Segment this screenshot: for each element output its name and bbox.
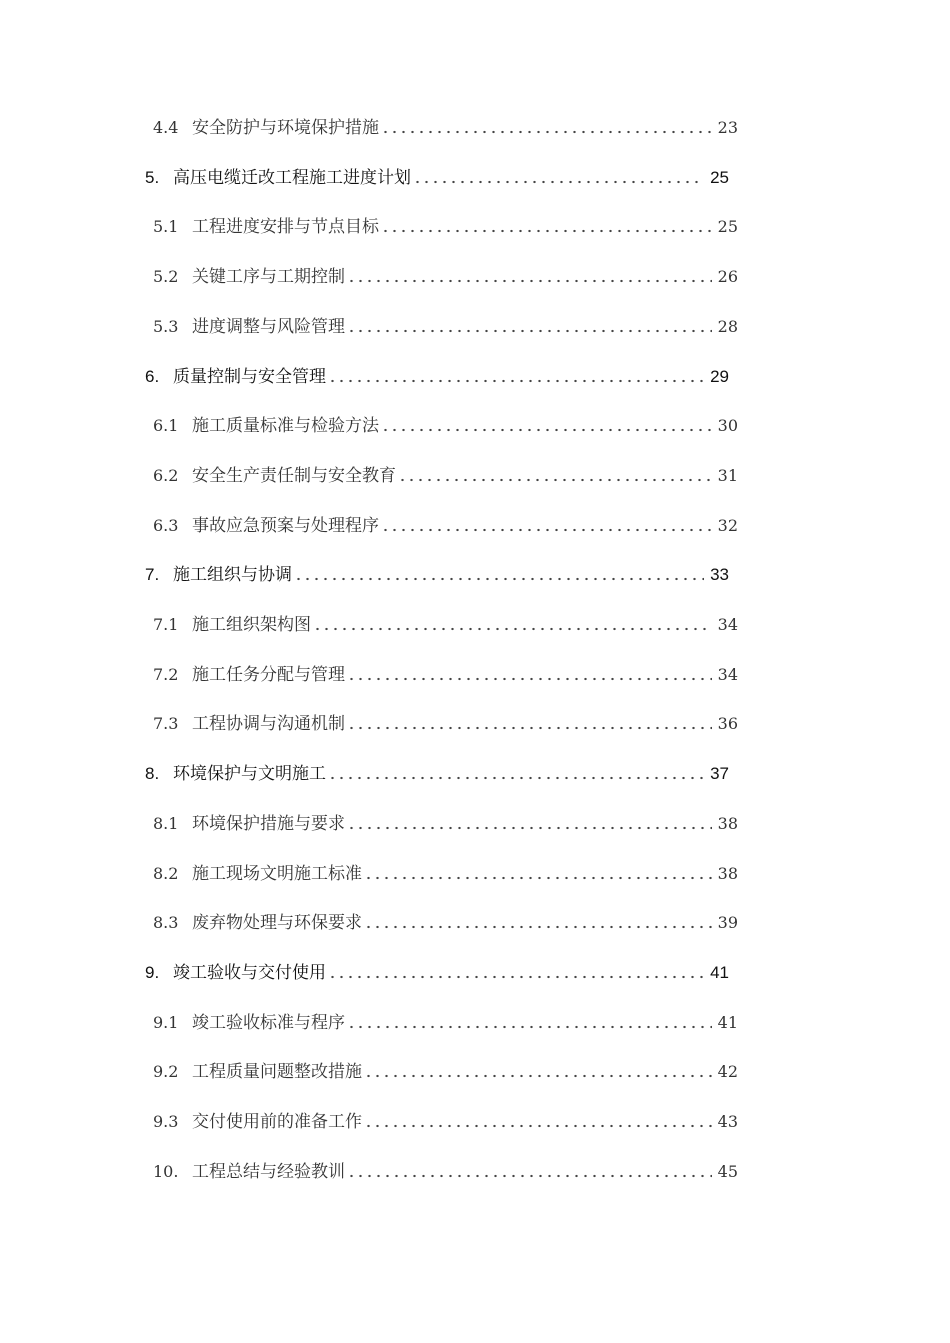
toc-entry-number: 10. — [153, 1161, 179, 1181]
dot-leader — [413, 179, 704, 185]
toc-entry-page: 34 — [717, 615, 738, 634]
dot-leader — [381, 427, 712, 433]
dot-leader — [398, 477, 712, 483]
dot-leader — [347, 1173, 712, 1179]
toc-entry-number: 5. — [145, 167, 160, 187]
toc-entry[interactable] — [153, 1008, 738, 1034]
dot-leader — [328, 974, 704, 980]
toc-entry-number: 5.2 — [153, 267, 179, 287]
toc-entry-number: 7.3 — [153, 714, 179, 734]
toc-entry-title: 安全生产责任制与安全教育 — [192, 465, 396, 486]
toc-entry-number: 9.1 — [153, 1012, 179, 1032]
toc-entry-page: 30 — [717, 416, 738, 436]
toc-entry[interactable] — [145, 958, 729, 984]
toc-entry-page: 37 — [710, 764, 729, 784]
toc-entry-title: 施工组织架构图 — [192, 615, 311, 635]
toc-entry-title: 事故应急预案与处理程序 — [192, 515, 379, 536]
dot-leader — [347, 328, 712, 334]
dot-leader — [313, 626, 712, 632]
dot-leader — [328, 775, 704, 781]
toc-entry[interactable] — [153, 461, 738, 487]
toc-entry-page: 31 — [717, 465, 738, 485]
toc-entry-page: 34 — [717, 664, 738, 684]
toc-entry-title: 环境保护措施与要求 — [192, 813, 345, 834]
toc-entry-number: 6.1 — [153, 416, 179, 436]
toc-entry-page: 29 — [710, 366, 729, 386]
toc-entry-title: 环境保护与文明施工 — [173, 764, 326, 784]
toc-entry-page: 41 — [710, 962, 729, 982]
toc-entry[interactable] — [153, 610, 738, 636]
dot-leader — [364, 1123, 712, 1129]
toc-entry-number: 4.4 — [153, 118, 179, 137]
toc-entry-title: 施工质量标准与检验方法 — [192, 416, 379, 437]
toc-entry-title: 施工任务分配与管理 — [192, 664, 345, 685]
toc-entry[interactable] — [145, 560, 729, 586]
dot-leader — [347, 676, 712, 682]
toc-entry[interactable] — [153, 411, 738, 437]
toc-entry-page: 32 — [717, 515, 738, 535]
toc-entry[interactable] — [153, 312, 738, 338]
toc-entry-title: 竣工验收标准与程序 — [192, 1012, 345, 1033]
dot-leader — [347, 278, 712, 284]
toc-entry-page: 45 — [717, 1161, 738, 1181]
toc-entry-number: 8.2 — [153, 863, 179, 883]
toc-entry-number: 9.2 — [153, 1062, 179, 1082]
toc-entry-title: 进度调整与风险管理 — [192, 316, 345, 337]
toc-entry-number: 7. — [145, 565, 160, 585]
toc-entry-number: 6. — [145, 366, 160, 386]
toc-entry[interactable] — [153, 809, 738, 835]
dot-leader — [347, 725, 712, 731]
toc-entry[interactable] — [153, 262, 738, 288]
toc-entry-number: 9. — [145, 962, 160, 982]
toc-entry-page: 39 — [717, 913, 738, 933]
toc-entry[interactable] — [153, 212, 738, 238]
toc-entry-page: 26 — [717, 267, 738, 287]
dot-leader — [364, 924, 712, 930]
toc-entry[interactable] — [153, 1057, 738, 1083]
toc-entry[interactable] — [153, 1107, 738, 1133]
toc-entry-title: 安全防护与环境保护措施 — [192, 118, 379, 138]
toc-entry-title: 废弃物处理与环保要求 — [192, 913, 362, 934]
toc-entry-title: 施工组织与协调 — [173, 565, 292, 585]
toc-entry-number: 5.3 — [153, 316, 179, 336]
toc-entry-page: 36 — [717, 714, 738, 734]
toc-entry-number: 6.3 — [153, 515, 179, 535]
toc-entry[interactable] — [153, 113, 738, 139]
toc-entry-title: 交付使用前的准备工作 — [192, 1112, 362, 1132]
toc-entry-page: 38 — [717, 813, 738, 833]
toc-entry[interactable] — [145, 362, 729, 388]
toc-entry-page: 38 — [717, 863, 738, 883]
toc-entry[interactable] — [153, 511, 738, 537]
toc-entry-number: 5.1 — [153, 217, 179, 237]
toc-entry[interactable] — [153, 908, 738, 934]
toc-entry-title: 竣工验收与交付使用 — [173, 962, 326, 982]
toc-entry[interactable] — [153, 709, 738, 735]
toc-entry-page: 23 — [717, 118, 738, 137]
toc-entry-page: 41 — [717, 1012, 738, 1032]
dot-leader — [364, 875, 712, 881]
toc-entry-title: 工程总结与经验教训 — [192, 1161, 345, 1182]
toc-entry[interactable] — [145, 759, 729, 785]
toc-entry-title: 高压电缆迁改工程施工进度计划 — [173, 167, 411, 187]
toc-entry-title: 工程协调与沟通机制 — [192, 714, 345, 735]
dot-leader — [347, 1024, 712, 1030]
toc-entry-number: 7.2 — [153, 664, 179, 684]
toc-entry-page: 25 — [717, 217, 738, 237]
toc-entry-title: 质量控制与安全管理 — [173, 366, 326, 386]
toc-entry[interactable] — [153, 660, 738, 686]
toc-entry-number: 9.3 — [153, 1112, 179, 1131]
toc-entry-title: 工程质量问题整改措施 — [192, 1062, 362, 1083]
toc-entry-number: 8.3 — [153, 913, 179, 933]
toc-entry-number: 8. — [145, 764, 160, 784]
toc-entry[interactable] — [153, 859, 738, 885]
dot-leader — [347, 825, 712, 831]
toc-entry-page: 42 — [717, 1062, 738, 1082]
toc-entry-number: 6.2 — [153, 465, 179, 485]
toc-entry-page: 25 — [710, 167, 729, 187]
dot-leader — [381, 129, 712, 135]
toc-entry-page: 33 — [710, 565, 729, 585]
dot-leader — [328, 378, 704, 384]
dot-leader — [381, 228, 712, 234]
toc-entry-number: 7.1 — [153, 615, 179, 634]
dot-leader — [294, 576, 704, 582]
dot-leader — [364, 1073, 712, 1079]
toc-entry[interactable] — [153, 1157, 738, 1183]
toc-entry-title: 关键工序与工期控制 — [192, 267, 345, 288]
toc-entry-page: 28 — [717, 316, 738, 336]
toc-entry[interactable] — [145, 163, 729, 189]
toc-entry-number: 8.1 — [153, 813, 179, 833]
toc-entry-title: 工程进度安排与节点目标 — [192, 217, 379, 238]
toc-entry-title: 施工现场文明施工标准 — [192, 863, 362, 884]
toc-entry-page: 43 — [717, 1112, 738, 1131]
dot-leader — [381, 527, 712, 533]
